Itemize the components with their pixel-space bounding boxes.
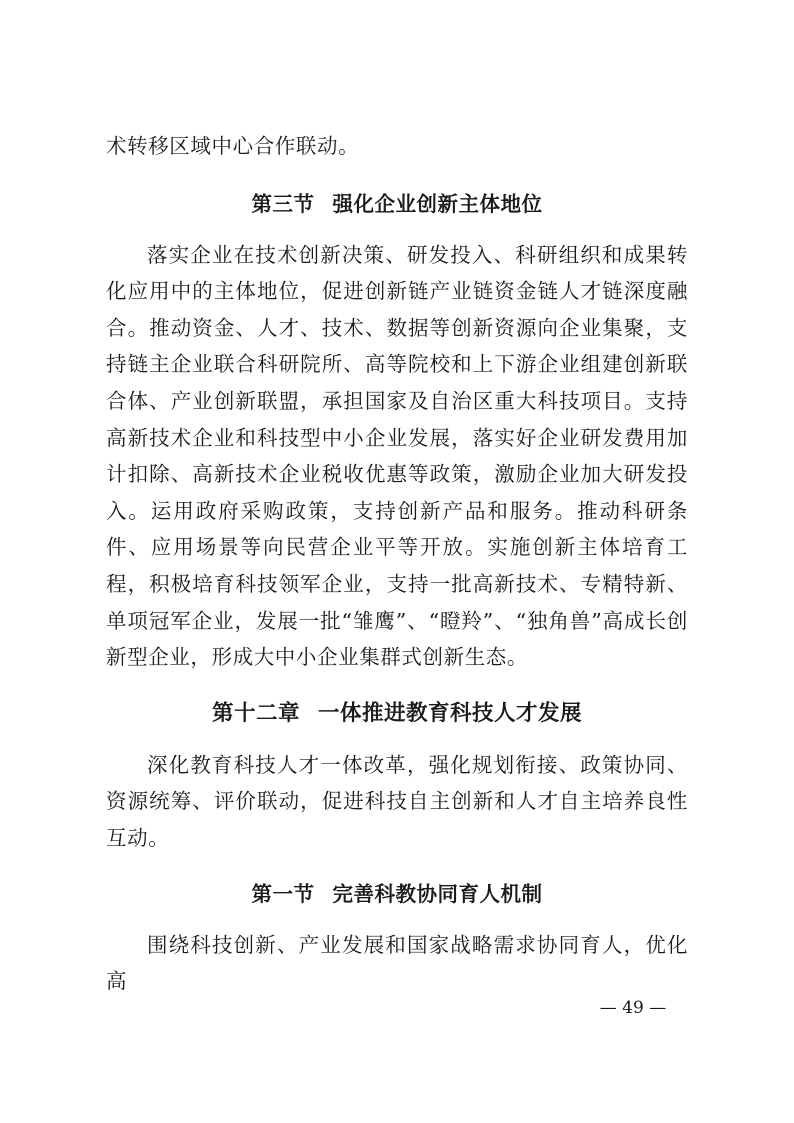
chapter-number: 第十二章 (211, 700, 300, 726)
page-content (106, 128, 688, 1000)
section-title: 强化企业创新主体地位 (332, 191, 543, 216)
paragraph-talent-training: 围绕科技创新、产业发展和国家战略需求协同育人，优化高 (106, 932, 688, 994)
chapter-title: 一体推进教育科技人才发展 (318, 700, 583, 726)
paragraph-continuation: 术转移区域中心合作联动。 (106, 134, 360, 158)
section-heading-3 (106, 187, 688, 217)
section-heading-1 (106, 877, 688, 907)
paragraph-education-reform: 深化教育科技人才一体改革，强化规划衔接、政策协同、资源统筹、评价联动，促进科技自主创新和人才自主培养良性互动。 (106, 752, 688, 850)
section-title: 完善科教协同育人机制 (332, 881, 543, 906)
section-number: 第三节 (251, 191, 315, 216)
page-number: — 49 — (599, 998, 667, 1018)
chapter-heading-12 (106, 696, 688, 727)
paragraph-enterprise-innovation: 落实企业在技术创新决策、研发投入、科研组织和成果转化应用中的主体地位，促进创新链产业链资金链人才链深度融合。推动资金、人才、技术、数据等创新资源向企业集聚，支持链主企业联合科研院所、高等院校和上下游企业组建创新联合体、产业创新联盟，承担国家及自治区重大科技项目。支持高新技术企业和科技型中小企业发展，落实好企业研发费用加计扣除、高新技术企业税收优惠等政策，激励企业加大研发投入。运用政府采购政策，支持创新产品和服务。推动科研条件、应用场景等向民营企业平等开放。实施创新主体培育工程，积极培育科技领军企业，支持一批高新技术、专精特新、单项冠军企业，发展一批“雏鹰”、“瞪羚”、“独角兽”高成长创新型企业，形成大中小企业集群式创新生态。 (106, 242, 688, 670)
section-number: 第一节 (251, 881, 315, 906)
